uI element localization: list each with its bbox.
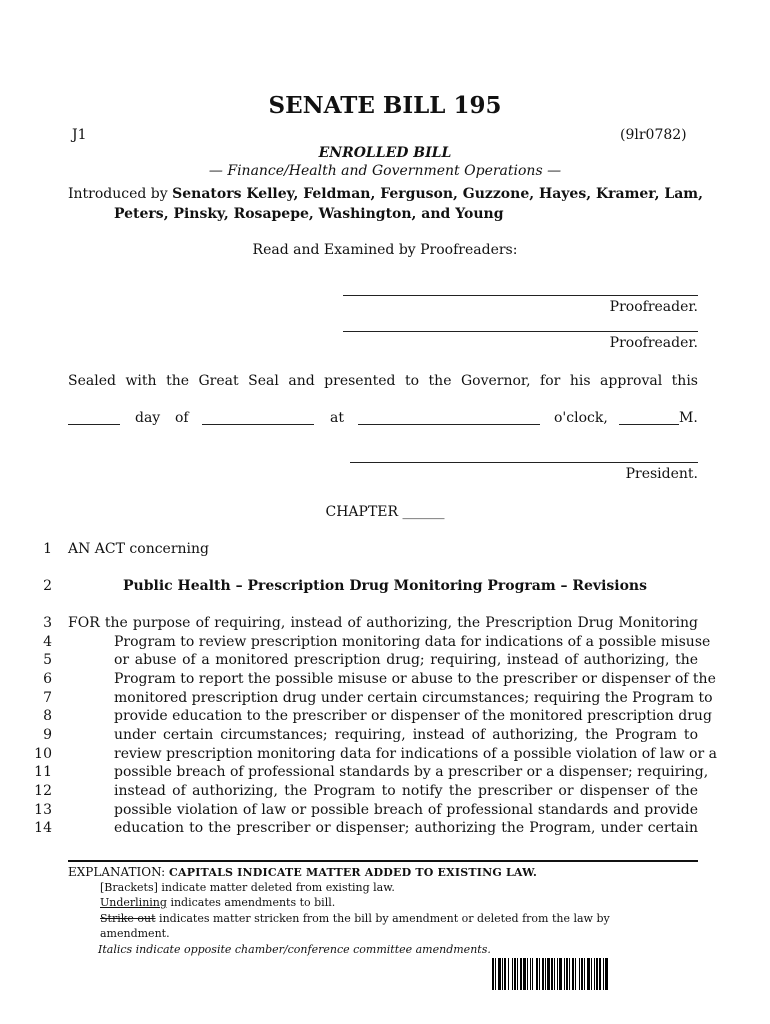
line-number: 13 [34,802,52,818]
barcode-bar [605,958,608,990]
brackets-note [100,881,395,894]
barcode-bar [504,958,506,990]
sealed-word: approval [600,373,663,389]
purpose-line: possible breach of professional standards by a prescriber or a dispenser; requiring, [114,764,709,780]
barcode-bar [594,958,595,990]
purpose-line: instead of authorizing, the Program to notify the prescriber or dispenser of the [114,783,698,799]
purpose-line: under certain circumstances; requiring, instead of authorizing, the Program to [114,727,698,743]
barcode-bar [596,958,598,990]
barcode-bar [584,958,585,990]
meridiem-label: M. [679,410,698,426]
sealed-word: the [428,373,452,389]
proofreader-label-1: Proofreader. [609,299,698,315]
strike-note [100,912,610,925]
sealed-word: for [540,373,561,389]
italics-note: Italics indicate opposite chamber/conference committee amendments. [98,943,491,956]
barcode-bar [587,958,590,990]
capitals-note: CAPITALS INDICATE MATTER ADDED TO EXISTING LAW. [169,866,537,879]
barcode-bar [508,958,509,990]
line-number: 1 [43,541,52,557]
sealed-word: this [671,373,698,389]
barcode-bar [564,958,565,990]
committee-line: — Finance/Health and Government Operations — [208,163,562,179]
proofreader-label-2: Proofreader. [609,335,698,351]
barcode-bar [498,958,501,990]
date-time-row [68,412,698,432]
day-blank [68,412,120,425]
line-number: 7 [43,690,52,706]
line-number: 8 [43,708,52,724]
line-number: 14 [34,820,52,836]
barcode-bar [547,958,550,990]
barcode-bar [517,958,518,990]
line-number: 9 [43,727,52,743]
line-number: 5 [43,652,52,668]
barcode-bar [520,958,522,990]
of-label: of [175,410,189,426]
purpose-line: education to the prescriber or dispenser; authorizing the Program, under certain [114,820,698,836]
line-number: 4 [43,634,52,650]
barcode-bar [523,958,526,990]
line-number: 6 [43,671,52,687]
strike-text: indicates matter stricken from the bill by amendment or deleted from the law by [159,912,610,925]
act-subject: Public Health – Prescription Drug Monitoring Program – Revisions [123,578,647,594]
bill-title: SENATE BILL 195 [268,92,502,119]
barcode-bar [581,958,583,990]
footer-rule [68,860,698,862]
barcode-bar [575,958,576,990]
strike-note-cont: amendment. [100,927,170,940]
barcode-bar [512,958,513,990]
proofreader-signature-line-1 [343,295,698,296]
barcode-bar [502,958,503,990]
barcode-bar [545,958,546,990]
underlining-note [100,896,335,909]
explanation-label: EXPLANATION: [68,865,166,879]
month-blank [202,412,314,425]
proofreader-signature-line-2 [343,331,698,332]
strike-mark: Strike out [100,912,156,925]
sponsors-line2: Peters, Pinsky, Rosapepe, Washington, and Young [114,206,504,222]
line-number: 11 [34,764,52,780]
barcode-image [492,958,680,990]
president-signature-line [350,462,698,463]
at-label: at [330,410,344,426]
barcode-bar [495,958,496,990]
sealed-statement [68,373,698,389]
purpose-line: Program to report the possible misuse or abuse to the prescriber or dispenser of the [114,671,716,687]
barcode-bar [557,958,558,990]
barcode-bar [579,958,580,990]
barcode-bar [603,958,604,990]
barcode-bar [599,958,601,990]
proofreaders-heading: Read and Examined by Proofreaders: [252,242,518,258]
sealed-word: his [569,373,591,389]
introduced-by [68,186,708,202]
line-number: 12 [34,783,52,799]
act-concerning: AN ACT concerning [68,541,209,557]
barcode-bar [566,958,568,990]
barcode-bar [569,958,570,990]
purpose-line: review prescription monitoring data for indications of a possible violation of law or a [114,746,717,762]
barcode-bar [542,958,544,990]
sealed-word: and [288,373,315,389]
chapter-line: CHAPTER ______ [325,504,445,520]
meridiem-blank [619,412,679,425]
sealed-word: presented [324,373,396,389]
line-number: 10 [34,746,52,762]
line-number: 2 [43,578,52,594]
day-label: day [135,410,161,426]
sealed-word: Sealed [68,373,116,389]
purpose-line: or abuse of a monitored prescription drug; requiring, instead of authorizing, the [114,652,698,668]
purpose-line: Program to review prescription monitoring data for indications of a possible misuse [114,634,711,650]
time-blank [358,412,540,425]
sealed-word: the [166,373,189,389]
underlining-text: indicates amendments to bill. [170,896,336,909]
sealed-word: with [125,373,157,389]
barcode-bar [554,958,555,990]
purpose-line: FOR the purpose of requiring, instead of authorizing, the Prescription Drug Monitoring [68,615,698,631]
line-number: 3 [43,615,52,631]
introduced-prefix: Introduced by [68,186,168,202]
brackets-text: indicate matter deleted from existing law. [161,881,395,894]
bill-code: J1 [72,127,87,143]
president-label: President. [625,466,698,482]
oclock-label: o'clock, [554,410,608,426]
barcode-bar [572,958,574,990]
barcode-bar [492,958,494,990]
brackets-mark: [Brackets] [100,881,158,894]
purpose-line: monitored prescription drug under certain circumstances; requiring the Program to [114,690,713,706]
barcode-bar [532,958,533,990]
purpose-line: provide education to the prescriber or dispenser of the monitored prescription drug [114,708,712,724]
barcode-bar [536,958,538,990]
barcode-bar [530,958,531,990]
barcode-bar [559,958,562,990]
underlining-mark: Underlining [100,896,167,909]
barcode-bar [514,958,516,990]
barcode-bar [539,958,540,990]
sealed-word: Governor, [460,373,531,389]
barcode-bar [527,958,528,990]
sealed-word: Great [198,373,239,389]
sealed-word: to [404,373,420,389]
explanation-heading [68,865,537,879]
sponsors-line1: Senators Kelley, Feldman, Ferguson, Guzzone, Hayes, Kramer, Lam, [172,186,703,202]
barcode-bar [591,958,592,990]
barcode-bar [551,958,553,990]
enrolled-status: ENROLLED BILL [318,145,452,161]
purpose-line: possible violation of law or possible breach of professional standards and provide [114,802,698,818]
sealed-word: Seal [248,373,279,389]
bill-number: (9lr0782) [620,127,687,143]
